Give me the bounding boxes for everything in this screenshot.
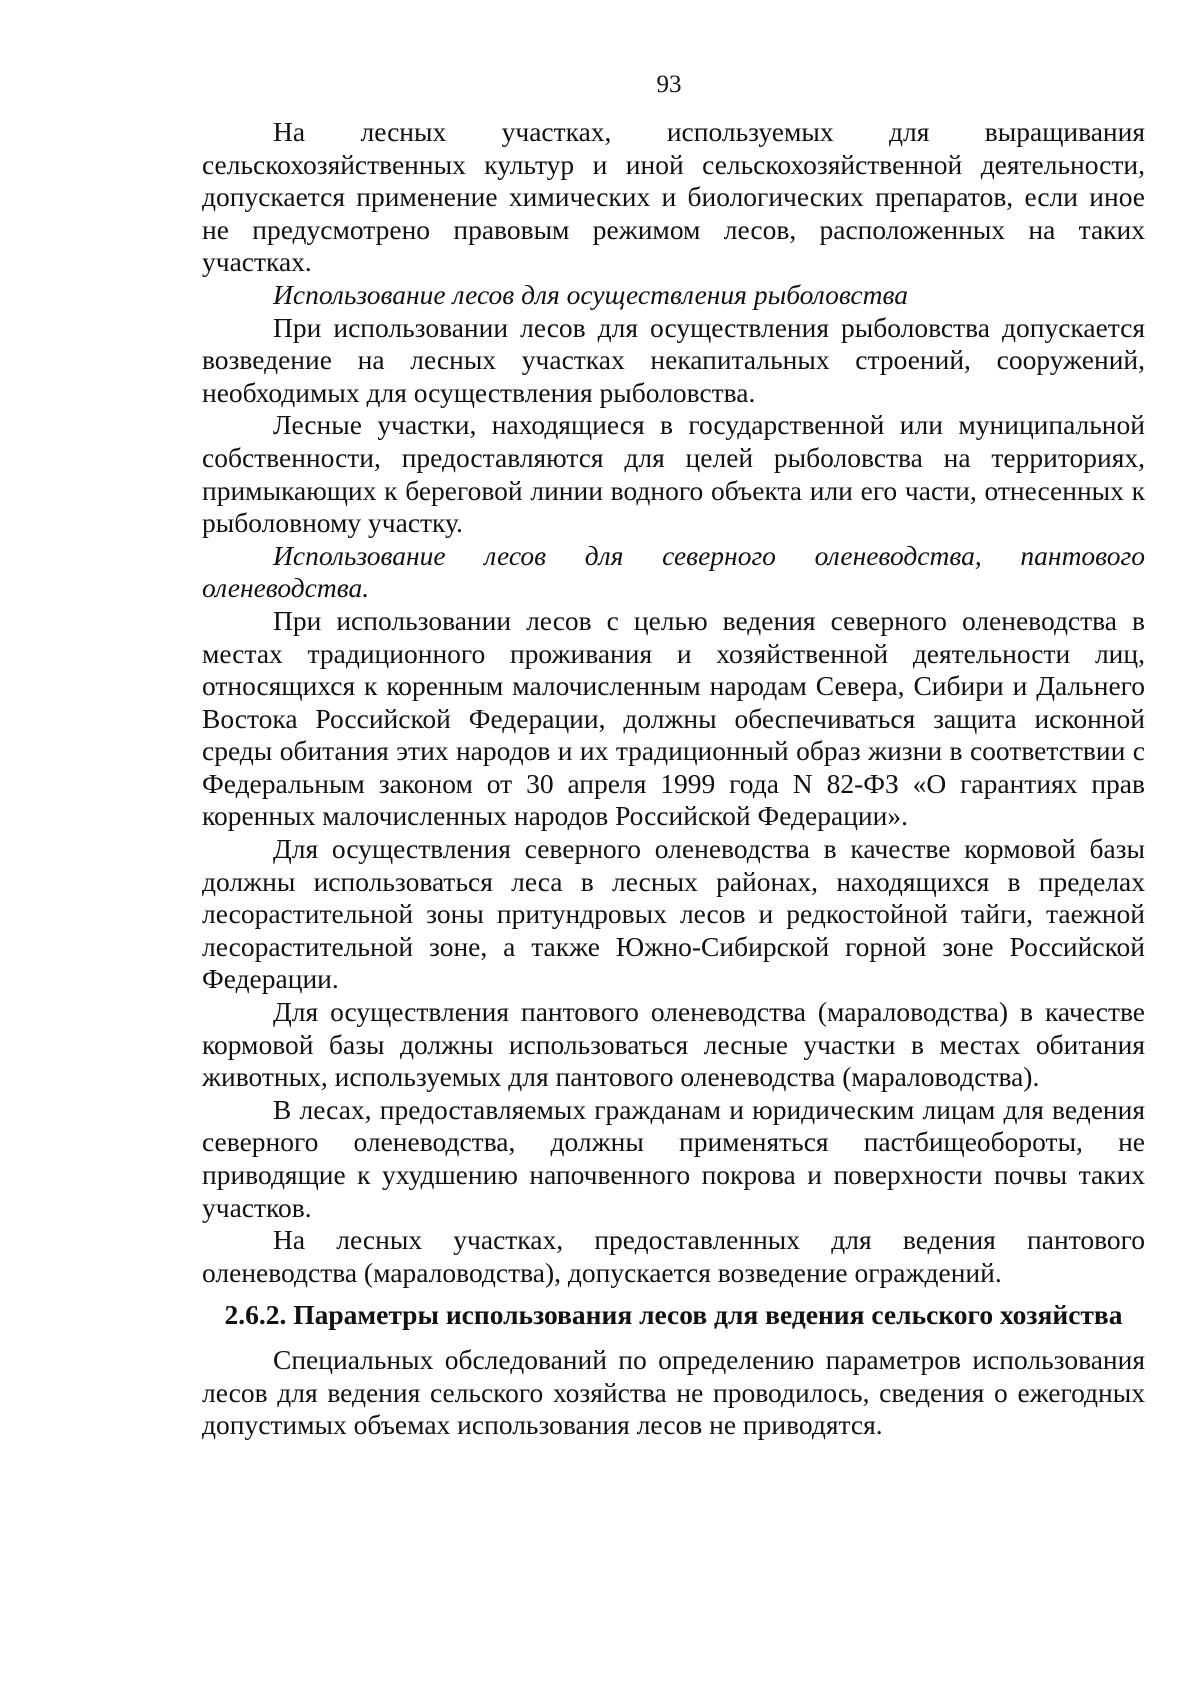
- paragraph-fences: На лесных участках, предоставленных для ведения пантового оленеводства (мараловодства), допускается возведение ограждений.: [202, 1224, 1145, 1288]
- page-number: 93: [656, 71, 682, 98]
- section-heading-2-6-2: 2.6.2. Параметры использования лесов для ведения сельского хозяйства: [224, 1299, 1123, 1331]
- paragraph-fishing-areas: Лесные участки, находящиеся в государственной или муниципальной собственности, предоставляются для целей рыболовства на территориях, примыкающих к береговой линии водного объекта или его части, отнесенных к рыболовному участку.: [202, 409, 1145, 539]
- paragraph-chemicals: На лесных участках, используемых для выращивания сельскохозяйственных культур и иной сельскохозяйственной деятельности, допускается применение химических и биологических препаратов, если иное не предусмотрено правовым режимом лесов, расположенных на таких участках.: [202, 116, 1145, 278]
- paragraph-northern-reindeer: При использовании лесов с целью ведения северного оленеводства в местах традиционного проживания и хозяйственной деятельности лиц, относящихся к коренным малочисленным народам Севера, Сибири и Дальнего Востока Российской Федерации, должны обеспечиваться защита исконной среды обитания этих народов и их традиционный образ жизни в соответствии с Федеральным законом от 30 апреля 1999 года N 82-ФЗ «О гарантиях прав коренных малочисленных народов Российской Федерации».: [202, 604, 1145, 832]
- subheading-reindeer: Использование лесов для северного оленеводства, пантового оленеводства.: [202, 539, 1145, 604]
- paragraph-pasture-rotation: В лесах, предоставляемых гражданам и юридическим лицам для ведения северного оленеводства, должны применяться пастбищеобороты, не приводящие к ухудшению напочвенного покрова и поверхности почвы таких участков.: [202, 1093, 1145, 1223]
- paragraph-forage-base: Для осуществления северного оленеводства в качестве кормовой базы должны использоваться леса в лесных районах, находящихся в пределах лесорастительной зоны притундровых лесов и редкостойной тайги, таежной лесорастительной зоне, а также Южно-Сибирской горной зоне Российской Федерации.: [202, 833, 1145, 995]
- paragraph-maral-breeding: Для осуществления пантового оленеводства (мараловодства) в качестве кормовой базы должны использоваться лесные участки в местах обитания животных, используемых для пантового оленеводства (мараловодства).: [202, 996, 1145, 1093]
- paragraph-special-surveys: Специальных обследований по определению параметров использования лесов для ведения сельского хозяйства не проводилось, сведения о ежегодных допустимых объемах использования лесов не приводятся.: [202, 1343, 1145, 1441]
- paragraph-fishing-structures: При использовании лесов для осуществления рыболовства допускается возведение на лесных участках некапитальных строений, сооружений, необходимых для осуществления рыболовства.: [202, 311, 1145, 408]
- subheading-fishing: Использование лесов для осуществления рыболовства: [273, 278, 908, 310]
- page-content: [202, 116, 1145, 1442]
